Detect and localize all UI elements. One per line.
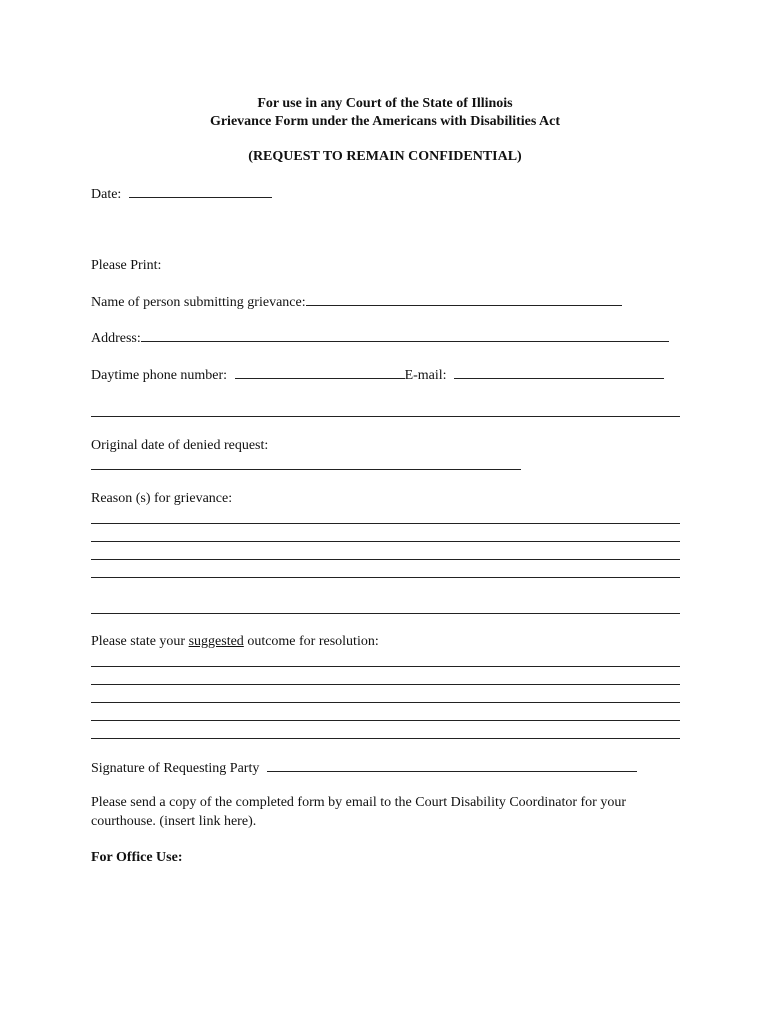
address-label: Address: (91, 331, 141, 346)
date-row (91, 185, 272, 203)
outcome-line-1[interactable] (91, 666, 680, 667)
original-date-field[interactable] (91, 469, 521, 470)
form-jurisdiction-heading: For use in any Court of the State of Illinois (257, 96, 513, 111)
signature-row (91, 759, 637, 777)
outcome-line-4[interactable] (91, 720, 680, 721)
phone-label: Daytime phone number: (91, 368, 228, 383)
outcome-label (91, 633, 379, 650)
reasons-line-5[interactable] (91, 613, 680, 614)
outcome-label-prefix: Please state your (91, 634, 189, 649)
blank-line[interactable] (91, 416, 680, 417)
confidential-heading: (REQUEST TO REMAIN CONFIDENTIAL) (248, 149, 522, 164)
outcome-label-emphasis: suggested (188, 634, 244, 649)
form-title: Grievance Form under the Americans with Disabilities Act (209, 114, 561, 129)
address-row (91, 329, 669, 347)
email-label: E-mail: (404, 368, 447, 383)
outcome-label-suffix: outcome for resolution: (243, 634, 379, 649)
instructions-line-1: Please send a copy of the completed form by email to the Court Disability Coordinator for your (91, 795, 626, 810)
reasons-label: Reason (s) for grievance: (91, 491, 233, 506)
instructions-line-2: courthouse. (insert link here). (91, 814, 257, 829)
date-label: Date: (91, 187, 122, 202)
address-field[interactable] (141, 329, 669, 342)
name-label: Name of person submitting grievance: (91, 295, 306, 310)
outcome-line-3[interactable] (91, 702, 680, 703)
outcome-line-2[interactable] (91, 684, 680, 685)
please-print-label: Please Print: (91, 258, 162, 273)
signature-field[interactable] (267, 759, 637, 772)
reasons-line-2[interactable] (91, 541, 680, 542)
outcome-line-5[interactable] (91, 738, 680, 739)
original-date-label: Original date of denied request: (91, 438, 269, 453)
office-use-heading: For Office Use: (91, 850, 183, 865)
contact-row (91, 366, 664, 384)
reasons-line-3[interactable] (91, 559, 680, 560)
name-row (91, 293, 622, 311)
email-field[interactable] (454, 366, 664, 379)
date-field[interactable] (129, 185, 272, 198)
name-field[interactable] (306, 293, 622, 306)
reasons-line-4[interactable] (91, 577, 680, 578)
signature-label: Signature of Requesting Party (91, 761, 260, 776)
phone-field[interactable] (235, 366, 405, 379)
reasons-line-1[interactable] (91, 523, 680, 524)
